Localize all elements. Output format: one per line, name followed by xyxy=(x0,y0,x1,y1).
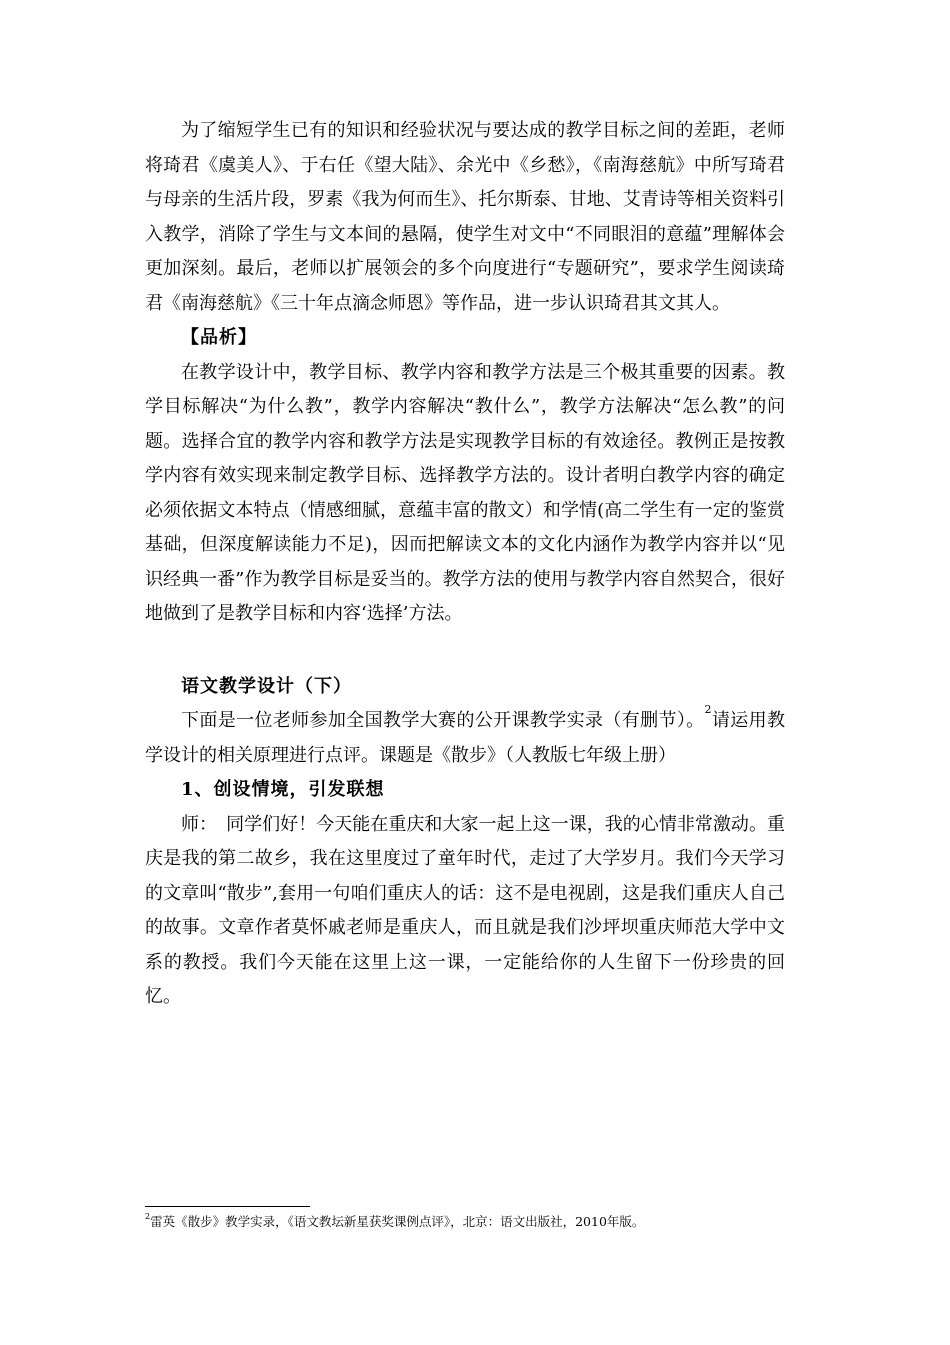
analysis-paragraph: 在教学设计中，教学目标、教学内容和教学方法是三个极其重要的因素。教学目标解决“为什么教”，教学内容解决“教什么”，教学方法解决“怎么教”的问题。选择合宜的教学内容和教学方法是实现教学目标的有效途径。教例正是按教学内容有效实现来制定教学目标、选择教学方法的。设计者明白教学内容的确定必须依据文本特点（情感细腻，意蕴丰富的散文）和学情(高二学生有一定的鉴赏基础，但深度解读能力不足)，因而把解读文本的文化内涵作为教学内容并以“见识经典一番”作为教学目标是妥当的。教学方法的使用与教学内容自然契合，很好地做到了是教学目标和内容‘选择’方法。 xyxy=(145,361,785,624)
footnote-text: 雷英《散步》教学实录，《语文教坛新星获奖课例点评》，北京：语文出版社，2010年版。 xyxy=(150,1214,645,1229)
section-intro-text: 下面是一位老师参加全国教学大赛的公开课教学实录（有删节）。 xyxy=(181,710,705,731)
section-heading: 语文教学设计（下） xyxy=(181,675,352,697)
footnote-marker: 2 xyxy=(145,1212,151,1221)
section-spacer xyxy=(145,632,785,670)
document-body xyxy=(145,114,785,1015)
teacher-paragraph: 师： 同学们好！今天能在重庆和大家一起上这一课，我的心情非常激动。重庆是我的第二故乡，我在这里度过了童年时代，走过了大学岁月。我们今天学习的文章叫“散步”,套用一句咱们重庆人的话：这不是电视剧，这是我们重庆人自己的故事。文章作者莫怀戚老师是重庆人，而且就是我们沙坪坝重庆师范大学中文系的教授。我们今天能在这里上这一课，一定能给你的人生留下一份珍贵的回忆。 xyxy=(145,813,785,1007)
footnote-reference[interactable]: 2 xyxy=(704,703,712,716)
footnote xyxy=(145,1213,845,1231)
section-intro-paragraph xyxy=(145,704,785,773)
footnote-divider xyxy=(145,1206,310,1207)
intro-paragraph: 为了缩短学生已有的知识和经验状况与要达成的教学目标之间的差距，老师将琦君《虞美人》、于右任《望大陆》、余光中《乡愁》，《南海慈航》中所写琦君与母亲的生活片段，罗素《我为何而生》、托尔斯泰、甘地、艾青诗等相关资料引入教学，消除了学生与文本间的悬隔，使学生对文中“不同眼泪的意蕴”理解体会更加深刻。最后，老师以扩展领会的多个向度进行“专题研究”，要求学生阅读琦君《南海慈航》《三十年点滴念师恩》等作品，进一步认识琦君其文其人。 xyxy=(145,120,785,314)
analysis-heading: 【品析】 xyxy=(181,327,257,348)
section-intro-rest: 请运用教学设计的相关原理进行点评。课题是《散步》（人教版七年级上册） xyxy=(145,710,786,766)
step1-heading: 1、创设情境，引发联想 xyxy=(181,779,385,800)
